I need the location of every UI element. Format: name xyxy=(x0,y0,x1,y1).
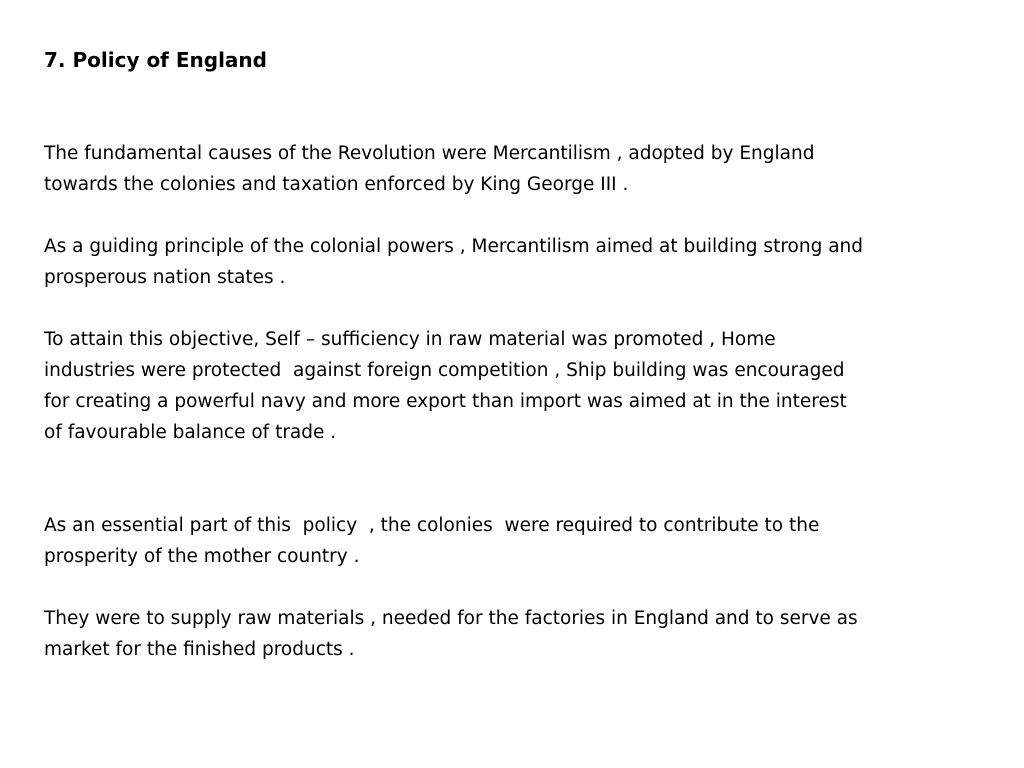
text-line: As a guiding principle of the colonial powers , Mercantilism aimed at building strong and xyxy=(44,236,863,257)
paragraph-raw-materials xyxy=(44,603,984,665)
slide-title: 7. Policy of England xyxy=(44,48,267,72)
text-line: They were to supply raw materials , needed for the factories in England and to serve as xyxy=(44,608,858,629)
text-line: market for the finished products . xyxy=(44,639,355,660)
text-line: As an essential part of this policy , the colonies were required to contribute to the xyxy=(44,515,820,536)
text-line: for creating a powerful navy and more export than import was aimed at in the interest xyxy=(44,391,847,412)
text-line: towards the colonies and taxation enforced by King George III . xyxy=(44,174,629,195)
paragraph-spacer xyxy=(44,448,984,510)
paragraph-spacer xyxy=(44,200,984,231)
text-line: of favourable balance of trade . xyxy=(44,422,337,443)
paragraph-spacer xyxy=(44,572,984,603)
paragraph-spacer xyxy=(44,293,984,324)
text-line: prosperity of the mother country . xyxy=(44,546,360,567)
slide-body xyxy=(44,138,984,665)
text-line: The fundamental causes of the Revolution were Mercantilism , adopted by England xyxy=(44,143,815,164)
paragraph-colonies-role xyxy=(44,510,984,572)
text-line: prosperous nation states . xyxy=(44,267,286,288)
text-line: industries were protected against foreign competition , Ship building was encouraged xyxy=(44,360,845,381)
paragraph-mercantilism-causes xyxy=(44,138,984,200)
text-line: To attain this objective, Self – sufficiency in raw material was promoted , Home xyxy=(44,329,776,350)
paragraph-guiding-principle xyxy=(44,231,984,293)
paragraph-objective xyxy=(44,324,984,448)
